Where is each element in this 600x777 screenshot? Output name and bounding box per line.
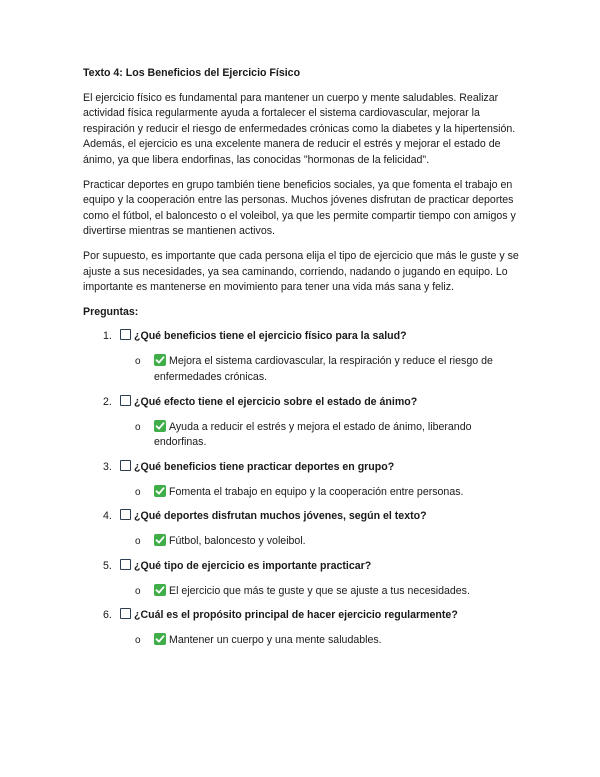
answer-bullet: o [135, 536, 141, 548]
answer-text: Fútbol, baloncesto y voleibol. [169, 535, 306, 548]
document-page [83, 66, 523, 658]
question-number: 5. [103, 559, 112, 572]
answer-text: Fomenta el trabajo en equipo y la cooperación entre personas. [169, 485, 464, 498]
answer-bullet: o [135, 486, 141, 498]
question-item-6 [83, 608, 523, 649]
answer-row [83, 633, 523, 649]
checkbox-icon[interactable] [120, 509, 131, 520]
question-item-2 [83, 395, 523, 451]
paragraph-3: Por supuesto, es importante que cada persona elija el tipo de ejercicio que más le guste y se ajuste a sus necesidades, ya sea caminando, corriendo, nadando o jugando en equipo. Lo importante es mantenerse en movimiento para tener una vida más sana y feliz. [83, 249, 519, 294]
question-text: ¿Qué beneficios tiene el ejercicio físico para la salud? [134, 330, 407, 343]
answer-row [83, 354, 523, 385]
checkbox-icon[interactable] [120, 460, 131, 471]
question-row [83, 559, 523, 575]
question-item-5 [83, 559, 523, 600]
question-item-1 [83, 329, 523, 385]
check-mark-icon [154, 534, 166, 546]
check-mark-icon [154, 420, 166, 432]
answer-bullet: o [135, 421, 141, 433]
question-number: 3. [103, 460, 112, 473]
question-row [83, 608, 523, 624]
question-text: ¿Qué deportes disfrutan muchos jóvenes, según el texto? [134, 510, 427, 523]
question-text: ¿Qué efecto tiene el ejercicio sobre el estado de ánimo? [134, 395, 418, 408]
paragraph-1: El ejercicio físico es fundamental para mantener un cuerpo y mente saludables. Realizar actividad física regularmente ayuda a fortalecer el sistema cardiovascular, mejorar la respiración y reducir el riesgo de enfermedades crónicas como la diabetes y la hipertensión. Además, el ejercicio es una excelente manera de reducir el estrés y mejorar el estado de ánimo, ya que libera endorfinas, las conocidas "hormonas de la felicidad". [83, 91, 516, 166]
question-number: 6. [103, 609, 112, 622]
question-item-3 [83, 460, 523, 501]
answer-text: Mejora el sistema cardiovascular, la respiración y reduce el riesgo de enfermedades crónicas. [154, 355, 493, 383]
checkbox-icon[interactable] [120, 608, 131, 619]
answer-row [83, 584, 523, 600]
check-mark-icon [154, 354, 166, 366]
questions-list [83, 329, 523, 649]
question-text: ¿Qué beneficios tiene practicar deportes en grupo? [134, 460, 395, 473]
answer-text: Ayuda a reducir el estrés y mejora el estado de ánimo, liberando endorfinas. [154, 420, 472, 449]
answer-bullet: o [135, 635, 141, 647]
answer-bullet: o [135, 585, 141, 597]
check-mark-icon [154, 633, 166, 645]
document-title: Texto 4: Los Beneficios del Ejercicio Físico [83, 67, 301, 79]
checkbox-icon[interactable] [120, 559, 131, 570]
answer-row [83, 534, 523, 550]
answer-bullet: o [135, 356, 141, 368]
question-row [83, 329, 523, 345]
question-number: 2. [103, 395, 112, 408]
check-mark-icon [154, 485, 166, 497]
checkbox-icon[interactable] [120, 395, 131, 406]
answer-text: Mantener un cuerpo y una mente saludables. [169, 634, 382, 647]
question-row [83, 509, 523, 525]
answer-text: El ejercicio que más te guste y que se ajuste a tus necesidades. [169, 584, 470, 597]
question-row [83, 460, 523, 476]
question-text: ¿Qué tipo de ejercicio es importante practicar? [134, 559, 372, 572]
question-row [83, 395, 523, 411]
check-mark-icon [154, 584, 166, 596]
answer-row [83, 485, 523, 501]
question-item-4 [83, 509, 523, 550]
checkbox-icon[interactable] [120, 329, 131, 340]
question-number: 1. [103, 330, 112, 343]
question-text: ¿Cuál es el propósito principal de hacer ejercicio regularmente? [134, 609, 458, 622]
question-number: 4. [103, 510, 112, 523]
paragraph-2: Practicar deportes en grupo también tiene beneficios sociales, ya que fomenta el trabajo en equipo y la cooperación entre las personas. Muchos jóvenes disfrutan de practicar deportes como el fútbol, el baloncesto o el voleibol, ya que les permite compartir tiempo con amigos y divertirse mientras se mantienen activos. [83, 178, 516, 238]
questions-heading: Preguntas: [83, 305, 139, 318]
answer-row [83, 420, 523, 451]
